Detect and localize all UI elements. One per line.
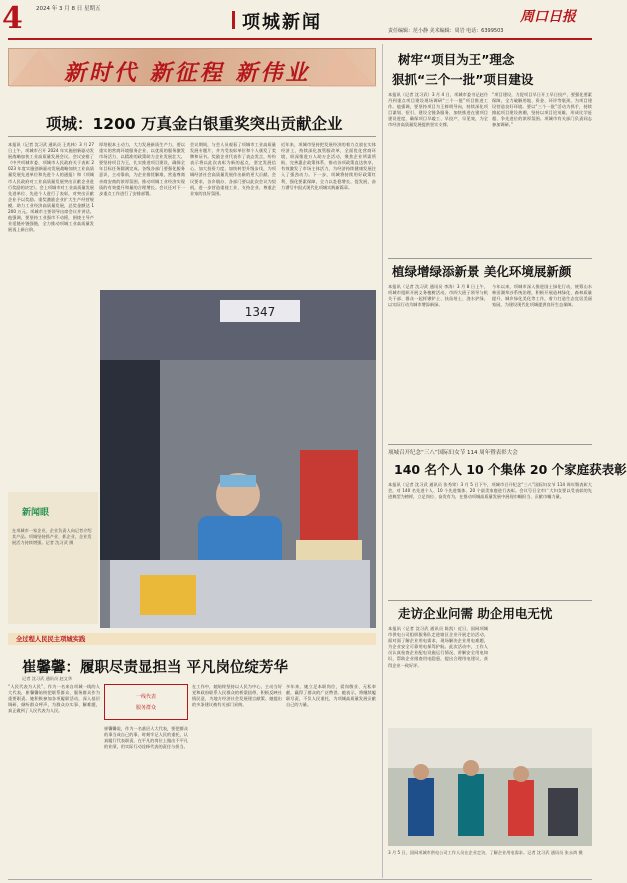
right-bottom-col-2: [492, 626, 592, 726]
column-divider: [382, 44, 383, 878]
lead-col-1: 本报讯（记者 沈习武 通讯员 王兆林）3 月 27 日上午，项城市召开 2024 年实施创新驱动发展战略加快工业高质量发展会议。会议安排了《中共项城市委、项城市人民政府关于表彰 2023 年度实施创新驱动发展战略加快工业高质量发展先进单位和先进个人的通报》和《项城市人民政府对工业高质量发展突出贡献企业进行奖励的决定》。会上项城市对工业高质量发展先进单位、先进个人进行了表彰，对突出贡献企业予以奖励。重奖激励企业扩大生产经营规模，助力工业经济高质量发展，总奖金额达 1200 万元。项城市主要领导出席会议并讲话。他强调，要坚持工业强市不动摇，围绕主导产业延链补链强链，全力推动项城工业高质量发展再上新台阶。: [8, 142, 94, 233]
divider: [388, 600, 592, 601]
main-photo: [100, 290, 376, 628]
feature-col-2: 崔馨馨说，作为一名基层人大代表，要把群众的事当成自己的事，时刻牢记人民的重托，认真履行代表职责，在平凡的岗位上做出不平凡的业绩，用实际行动诠释代表的责任与担当。: [104, 726, 188, 750]
news-eye-label: 新闻眼: [22, 508, 50, 518]
right-top-col-2: “项目建设，力促项目早日开工早日投产，要强化要素保障，全力破解用地、资金、环评等瓶颈，为项目建设营造良好环境。要以“三个一批”活动为抓手，持续掀起项目建设热潮，坚持以项目论英雄，形成比学赶超、争先进位的浓厚氛围。项城市有关部门负责同志参加调研。”: [492, 92, 592, 128]
right-bottom-title: 走访企业问需 助企用电无忧: [398, 606, 553, 621]
fact-box: [104, 684, 188, 720]
feature-col-1: “人民代表为人民”，作为一名来自项城一线的人大代表，崔馨馨始终把联系群众、服务群众作为重要职责。她积极参加各项履职活动，深入基层调研，倾听群众呼声，为群众办实事、解难题，真正做到了人民代表为人民。: [8, 684, 100, 714]
feature-byline: 记者 沈习武 通讯员 赵文华: [22, 676, 73, 681]
section-title: 项城新闻: [242, 12, 322, 33]
date-line: 2024 年 3 月 8 日 星期五: [36, 6, 101, 12]
feature-headline: 崔馨馨：履职尽责显担当 平凡岗位绽芳华: [22, 660, 289, 676]
photo-illustration: [100, 290, 376, 628]
fact-box-b: 服务群众: [135, 705, 156, 711]
power-photo-illustration: [388, 728, 592, 846]
editor-contact: 责任编辑：范小静 美术编辑：周岩 电话：6399503: [388, 28, 504, 34]
number-sign: 1347: [244, 305, 276, 319]
divider: [388, 258, 592, 259]
page-number: 4: [2, 1, 23, 36]
right-mid-col-2: 今年以来，项城市深入推进国土绿化行动，统筹山水林田湖草沙系统治理，积极开展造林绿化、森林质量提升、城乡绿化美化等工作，着力打造生态宜居美丽家园，为建设现代化项城提供良好生态保障。: [492, 284, 592, 308]
news-box-caption: 在项城市一家企业，企业负责人向记者介绍其产品。项城坚持抓产业、抓企业，企业发展活力持续增强。记者 沈习武 摄: [12, 528, 92, 545]
lead-col-2: 厚培根本土动力，大力发展新质生产力，要以重实的营商环境服务企业、以优质的服务激发市场活力、以精准的政策助力企业发展壮大。要坚持项目为王，扎实推进项目建设，确保全年目标任务圆满完成。各级各部门要强化服务意识，主动靠前，为企业排忧解难，营造尊商亲商安商的浓厚氛围，推动项城工业经济实现质的有效提升和量的合理增长。会议还对下一步重点工作进行了安排部署。: [99, 142, 185, 196]
right-mid-title: 植绿增绿添新景 美化环境展新颜: [392, 264, 572, 279]
power-service-photo: [388, 728, 592, 846]
fact-box-a: 一线代表: [135, 694, 156, 700]
lead-col-4: 近年来，项城市坚持把发展经济的着力点放在实体经济上，持续深化放管服改革，全面优化营商环境，纵深推进万人助万企活动，聚焦企业所需所盼，完善惠企政策体系，推动各项政策直达快享，有效激发了市场主体活力，为经济持续健康发展注入了强劲动力。下一步，项城将持续用好政策红利，强化要素保障，全力以赴稳增长、促发展，奋力谱写中国式现代化项城实践新篇章。: [281, 142, 376, 190]
column-tag: 全过程人民民主项城实践: [16, 636, 86, 643]
women-kicker: 项城召开纪念“三八”国际妇女节 114 周年暨表彰大会: [388, 450, 518, 456]
divider: [388, 444, 592, 445]
footer-rule: [8, 879, 592, 880]
banner-slogan: 新时代 新征程 新伟业: [64, 60, 311, 86]
right-mid-col-1: 本报讯（记者 沈习武 通讯员 李涛）3 月 8 日上午，项城市组织开展义务植树活动。市四大班子领导与机关干部、群众一起挥锹铲土、扶苗培土、浇水护绿，以实际行动为城市增添新绿。: [388, 284, 488, 308]
right-bottom-col-1: 本报讯（记者 沈习武 通讯员 陈凯）近日，国网项城市供电公司组织服务队走进辖区企业开展走访活动，面对面了解企业用电需求，现场解决企业用电难题，为企业安全可靠用电保驾护航。此次活动中，工作人员认真检查企业配电设施运行情况，讲解安全用电知识，帮助企业排查用电隐患，提出合理用电建议，获得企业一致好评。: [388, 626, 488, 668]
feature-col-4: 多年来，她立足本职岗位，爱岗敬业、无私奉献，赢得了群众的广泛赞誉。她表示，将继续履职尽责，不负人民重托，为项城高质量发展贡献自己的力量。: [286, 684, 376, 708]
lead-col-3: 会议期间，与会人员观看了项城市工业高质量发展专题片，并为受表彰单位和个人颁发了奖牌和证书。奖励企业代表作了表态发言，纷纷表示将以此次表彰为新的起点，坚定发展信心，加大投资力度，加快转型升级步伐，为项城经济社会高质量发展作出新的更大贡献。会议要求，各乡镇办、各部门要以此次会议为契机，进一步营造重视工业、支持企业、尊重企业家的良好氛围。: [190, 142, 276, 196]
lead-headline: 项城：1200 万真金白银重奖突出贡献企业: [46, 115, 343, 133]
women-title: 140 名个人 10 个集体 20 个家庭获表彰: [394, 462, 627, 477]
right-top-title-2: 狠抓“三个一批”项目建设: [392, 72, 534, 87]
right-top-col-1: 本报讯（记者 沈习武）3 月 4 日，项城市委书记赵丹丹到重点项目建设现场调研“三个一批”项目推进工作。他强调，要坚持项目为王鲜明导向，持续深化项目谋划、招引、建设全链条服务，加快推进在建项目建设进度，确保项目早竣工、早投产、早见效，为全市经济高质量发展提供坚实支撑。: [388, 92, 488, 128]
right-top-title-1: 树牢“项目为王”理念: [398, 52, 515, 67]
feature-col-3: 在工作中，她始终坚持以人民为中心，主动当好党和政府联系人民群众的桥梁纽带，积极反映社情民意，为地方经济社会发展建言献策。她提出的多条建议被有关部门采纳。: [192, 684, 282, 708]
newspaper-logo: 周口日报: [520, 9, 576, 25]
women-body: 本报讯（记者 沈习武 通讯员 张秀荣）3 月 5 日下午，项城市召开纪念“三八”国际妇女节 114 周年暨表彰大会，对 140 名先进个人、10 个先进集体、20 个最美家庭进行表彰。会议号召全市广大妇女要以受表彰的先进典型为榜样，立足岗位、奋发有为，在推动项城高质量发展中展现巾帼担当、贡献巾帼力量。: [388, 482, 592, 500]
power-photo-caption: 3 月 5 日，国网项城市供电公司工作人员在企业走访，了解企业用电需求。记者 沈习武 通讯员 张永鸿 摄: [388, 850, 583, 855]
divider: [8, 136, 376, 137]
section-marker: [232, 11, 235, 29]
